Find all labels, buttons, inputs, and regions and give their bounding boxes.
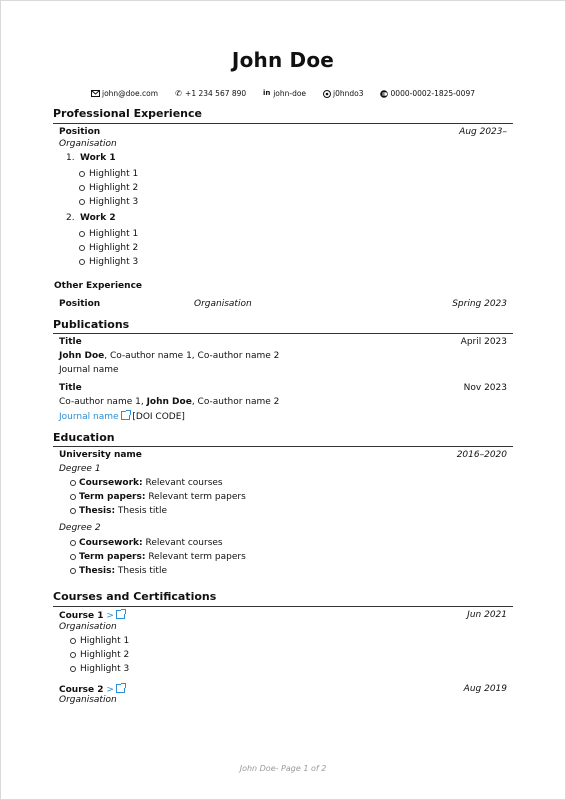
resume-name: John Doe [231, 48, 335, 72]
section-title-experience: Professional Experience [53, 107, 202, 120]
publication-date: Nov 2023 [463, 383, 507, 393]
section-rule [53, 123, 513, 124]
linkedin-icon: in [262, 89, 271, 97]
doi-code: [DOI CODE] [132, 412, 185, 422]
bullet [79, 185, 85, 191]
contact-orcid-text: 0000-0002-1825-0097 [390, 89, 475, 98]
highlight-item: Highlight 2 [89, 243, 139, 253]
bullet [70, 508, 76, 514]
section-rule [53, 446, 513, 447]
page-footer: John Doe- Page 1 of 2 [239, 764, 327, 773]
highlight-item: Highlight 1 [89, 229, 139, 239]
contact-linkedin[interactable] [262, 89, 306, 98]
contact-phone-text: +1 234 567 890 [185, 89, 247, 98]
course-org: Organisation [59, 622, 117, 632]
experience-position: Position [59, 127, 101, 137]
work-label: Work 1 [80, 153, 116, 163]
course-date: Jun 2021 [467, 610, 507, 620]
bullet [70, 666, 76, 672]
external-link-icon[interactable] [116, 684, 125, 693]
orcid-icon [380, 89, 389, 98]
education-date: 2016–2020 [456, 450, 507, 460]
bullet [79, 259, 85, 265]
degree-name: Degree 2 [59, 523, 101, 533]
section-title-courses: Courses and Certifications [53, 590, 217, 603]
bullet [79, 199, 85, 205]
highlight-item: Highlight 3 [89, 197, 139, 207]
publication-title: Title [59, 337, 82, 347]
bullet [70, 540, 76, 546]
work-number: 1. [66, 153, 75, 163]
bullet [70, 652, 76, 658]
section-rule [53, 333, 513, 334]
experience-org: Organisation [59, 139, 117, 149]
course-link-arrow[interactable]: > [106, 685, 114, 695]
highlight-item: Highlight 3 [89, 257, 139, 267]
github-icon [322, 89, 331, 98]
phone-icon: ✆ [175, 89, 182, 98]
contact-phone[interactable] [174, 89, 246, 98]
bullet [70, 494, 76, 500]
bullet [70, 480, 76, 486]
work-label: Work 2 [80, 213, 116, 223]
bullet [70, 554, 76, 560]
contact-bar [0, 89, 566, 98]
highlight-item: Highlight 1 [89, 169, 139, 179]
contact-github-text: j0hndo3 [333, 89, 364, 98]
degree-detail: Coursework: Relevant courses [79, 538, 223, 548]
other-date: Spring 2023 [452, 299, 507, 309]
course-link-arrow[interactable]: > [106, 611, 114, 621]
bullet [70, 638, 76, 644]
contact-linkedin-text: john-doe [273, 89, 307, 98]
publication-title: Title [59, 383, 82, 393]
section-title-publications: Publications [53, 318, 130, 331]
bullet [79, 245, 85, 251]
journal-link[interactable]: Journal name [59, 412, 119, 422]
publication-authors: John Doe, Co-author name 1, Co-author name 2 [59, 351, 280, 361]
course-date: Aug 2019 [463, 684, 507, 694]
publication-journal-row [59, 411, 185, 423]
bullet [70, 568, 76, 574]
publication-journal: Journal name [59, 365, 119, 375]
section-title-education: Education [53, 431, 115, 444]
degree-detail: Thesis: Thesis title [79, 566, 167, 576]
contact-orcid[interactable] [380, 89, 475, 98]
highlight-item: Highlight 2 [80, 650, 130, 660]
contact-github[interactable] [322, 89, 363, 98]
degree-detail: Term papers: Relevant term papers [79, 492, 246, 502]
other-experience-heading: Other Experience [54, 281, 143, 291]
university-name: University name [59, 450, 142, 460]
publication-authors: Co-author name 1, John Doe, Co-author name 2 [59, 397, 280, 407]
degree-detail: Term papers: Relevant term papers [79, 552, 246, 562]
degree-detail: Thesis: Thesis title [79, 506, 167, 516]
course-title [59, 610, 125, 622]
other-position: Position [59, 299, 101, 309]
highlight-item: Highlight 1 [80, 636, 130, 646]
contact-email[interactable] [91, 89, 158, 98]
course-org: Organisation [59, 695, 117, 705]
experience-date: Aug 2023– [459, 127, 507, 137]
degree-detail: Coursework: Relevant courses [79, 478, 223, 488]
course-name: Course 2 [59, 685, 104, 695]
external-link-icon[interactable] [121, 411, 130, 420]
mail-icon [91, 89, 100, 98]
bullet [79, 231, 85, 237]
section-rule [53, 606, 513, 607]
external-link-icon[interactable] [116, 610, 125, 619]
work-number: 2. [66, 213, 75, 223]
highlight-item: Highlight 3 [80, 664, 130, 674]
contact-email-text: john@doe.com [101, 89, 159, 98]
degree-name: Degree 1 [59, 464, 101, 474]
bullet [79, 171, 85, 177]
other-org: Organisation [194, 299, 252, 309]
highlight-item: Highlight 2 [89, 183, 139, 193]
publication-date: April 2023 [460, 337, 507, 347]
course-name: Course 1 [59, 611, 104, 621]
